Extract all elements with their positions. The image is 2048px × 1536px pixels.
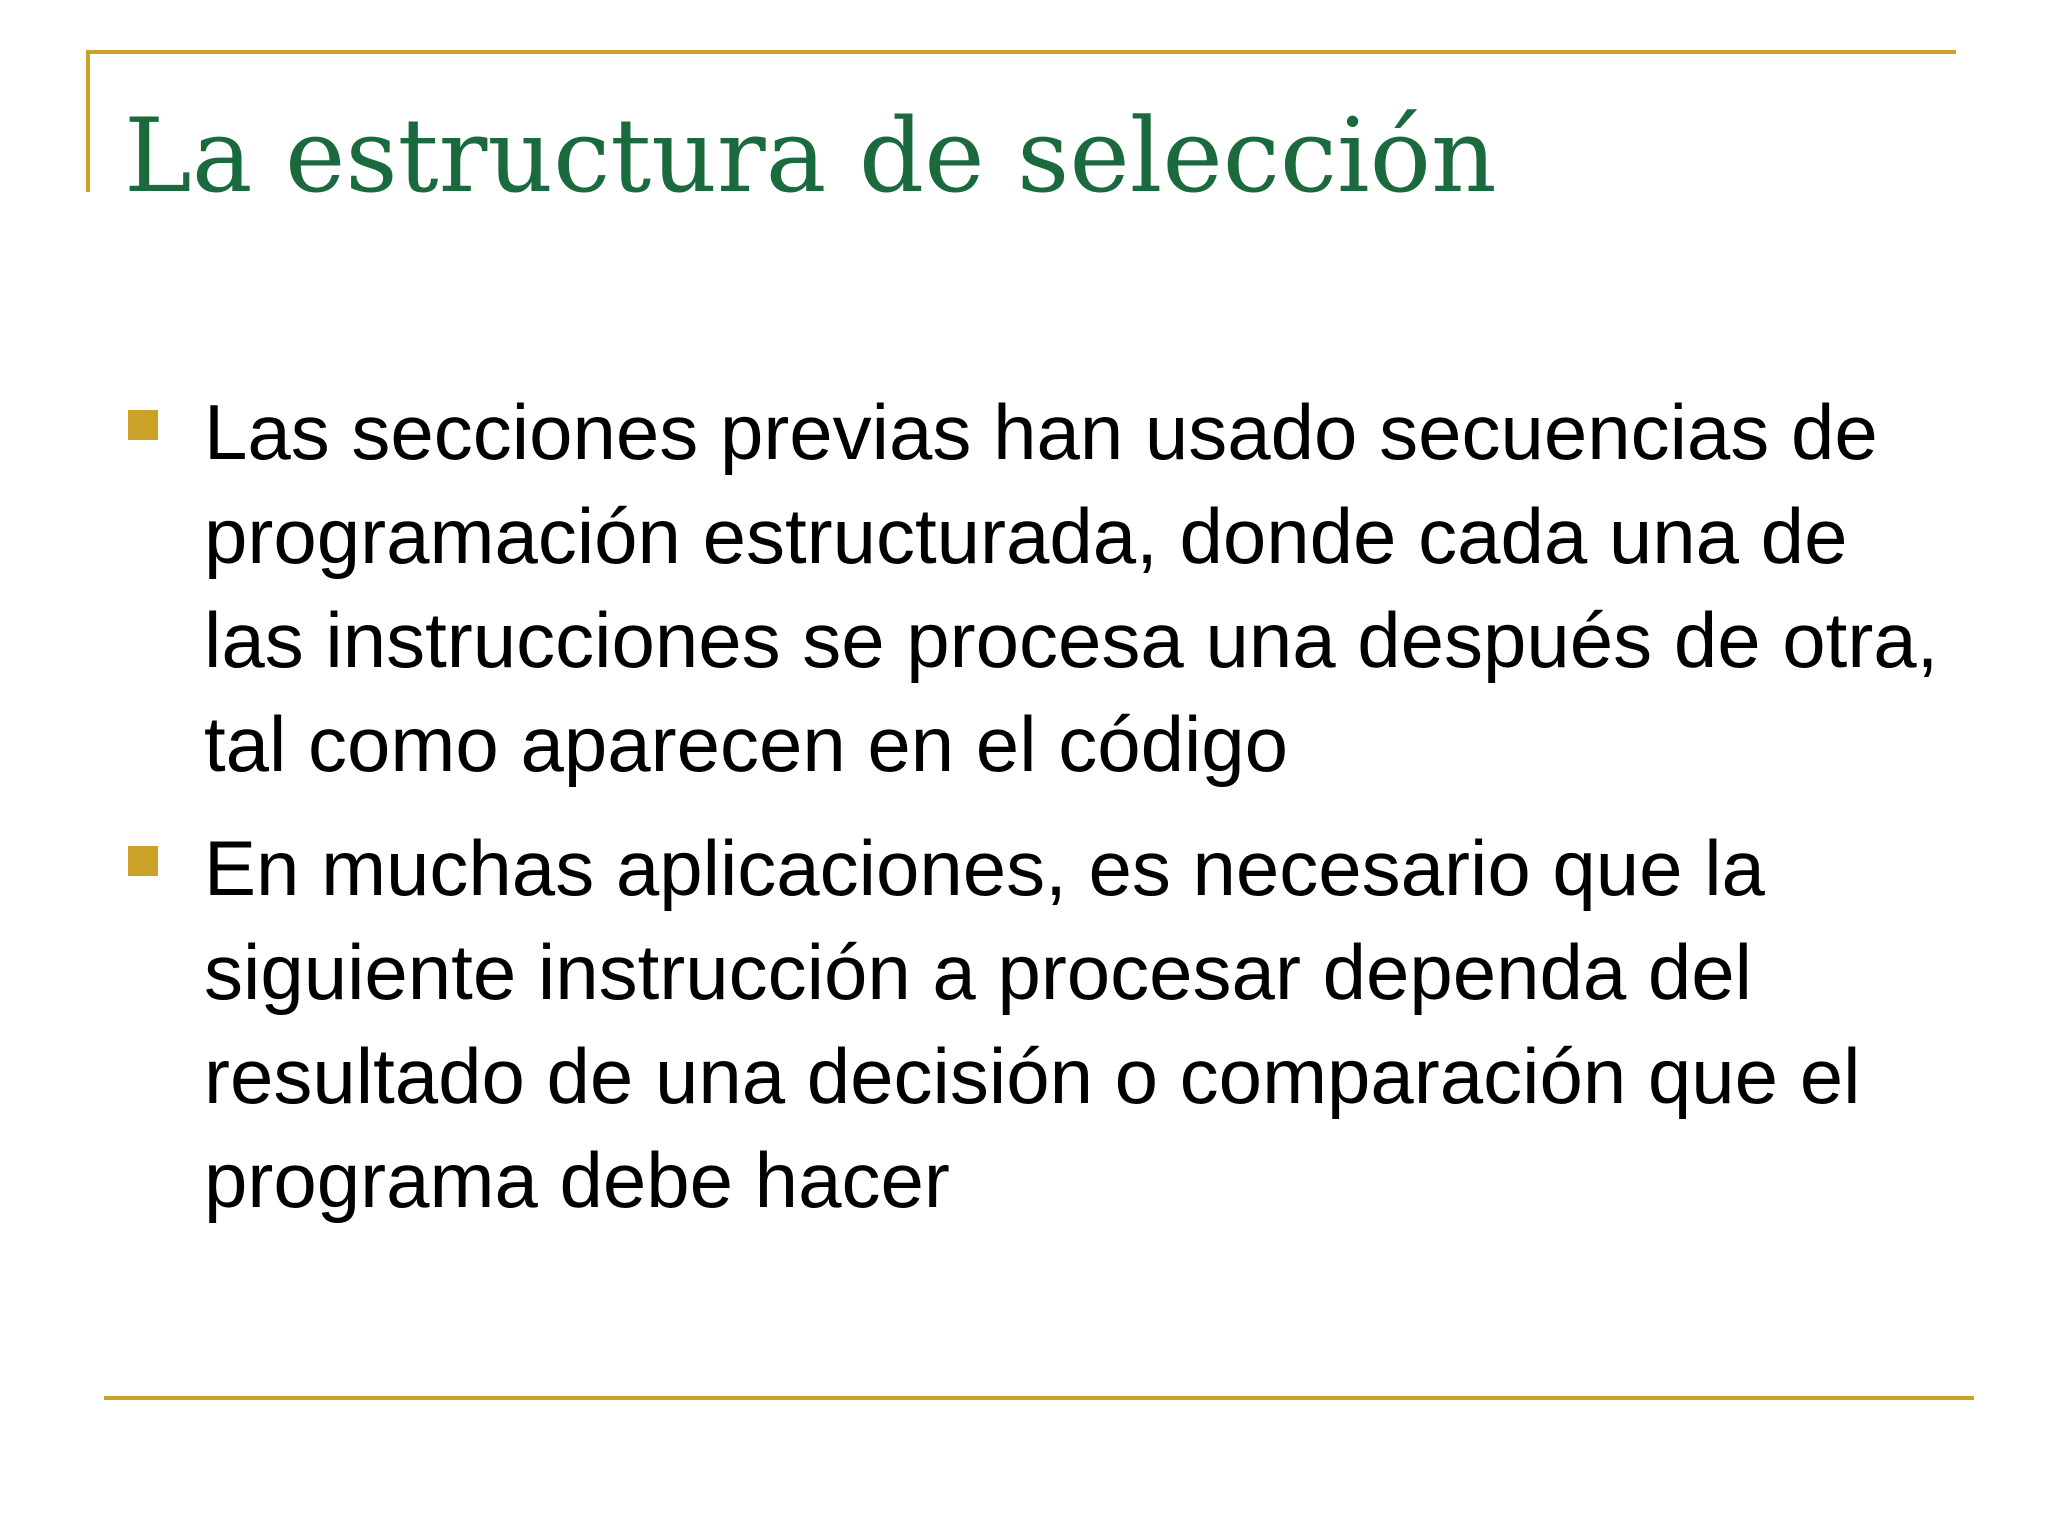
bottom-border-line xyxy=(104,1396,1974,1400)
square-bullet-icon xyxy=(128,846,158,876)
bullet-item xyxy=(128,380,1968,796)
bullet-text: En muchas aplicaciones, es necesario que la siguiente instrucción a procesar dependa del resultado de una decisión o comparación que el programa debe hacer xyxy=(204,824,1861,1224)
bullet-list xyxy=(128,380,1968,1252)
slide-title: La estructura de selección xyxy=(124,97,1497,216)
left-border-line xyxy=(86,50,90,192)
bullet-text: Las secciones previas han usado secuencias de programación estructurada, donde cada una de las instrucciones se procesa una después de otra, tal como aparecen en el código xyxy=(204,388,1939,788)
top-border-line xyxy=(86,50,1956,54)
bullet-item xyxy=(128,816,1968,1232)
square-bullet-icon xyxy=(128,410,158,440)
